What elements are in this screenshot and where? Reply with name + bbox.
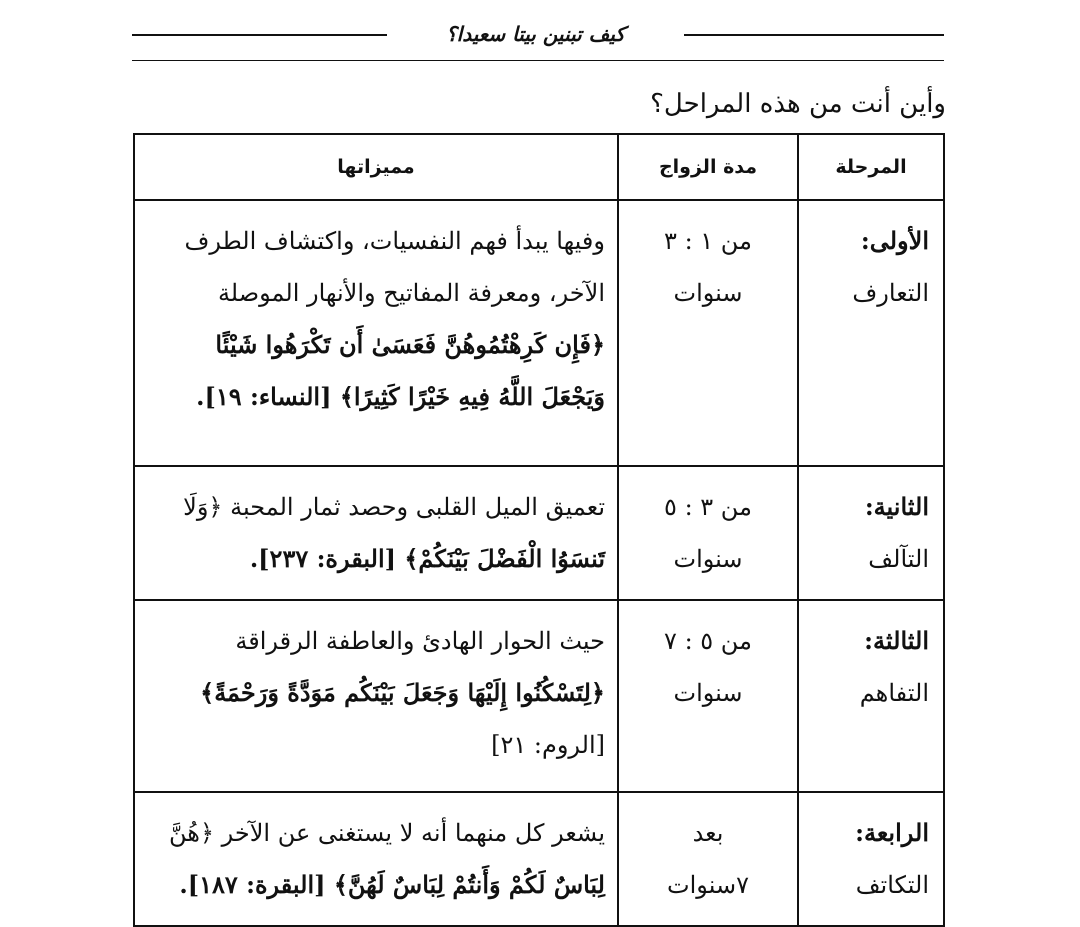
- features-cell: [134, 466, 618, 600]
- features-cell: [134, 792, 618, 926]
- features-line: تعميق الميل القلبى وحصد ثمار المحبة ﴿وَلَا: [183, 493, 605, 521]
- stage-ordinal: الثانية:: [864, 492, 929, 521]
- duration-unit: ٧سنوات: [667, 871, 749, 899]
- duration-range: بعد: [692, 819, 724, 847]
- column-header-features: مميزاتها: [134, 134, 618, 200]
- duration-unit: سنوات: [673, 679, 743, 707]
- features-cell: [134, 600, 618, 792]
- quran-verse-line: وَيَجْعَلَ اللَّهُ فِيهِ خَيْرًا كَثِيرًا﴾ [النساء: ١٩].: [196, 382, 605, 411]
- duration-range: من ١ : ٣: [664, 227, 752, 255]
- stage-name: التفاهم: [859, 679, 929, 707]
- stage-ordinal: الأولى:: [860, 226, 929, 255]
- duration-unit: سنوات: [673, 545, 743, 573]
- stage-name: التكاتف: [855, 871, 929, 899]
- stage-ordinal: الثالثة:: [864, 626, 929, 655]
- table-header-row: [134, 134, 944, 200]
- duration-cell: [618, 600, 798, 792]
- duration-range: من ٥ : ٧: [664, 627, 752, 655]
- quran-verse-line: تَنسَوُا الْفَضْلَ بَيْنَكُمْ﴾ [البقرة: ٢٣٧].: [249, 544, 605, 573]
- stage-ordinal: الرابعة:: [855, 818, 929, 847]
- header-rule-right: [684, 34, 944, 36]
- duration-unit: سنوات: [673, 279, 743, 307]
- stage-name: التعارف: [852, 279, 929, 307]
- stage-name: التآلف: [868, 545, 929, 573]
- verse-reference: [الروم: ٢١]: [491, 731, 605, 759]
- features-line: وفيها يبدأ فهم النفسيات، واكتشاف الطرف: [184, 227, 605, 255]
- column-header-stage: المرحلة: [798, 134, 944, 200]
- column-header-duration: مدة الزواج: [618, 134, 798, 200]
- intro-question: وأين أنت من هذه المراحل؟: [650, 89, 946, 119]
- stage-cell: [798, 466, 944, 600]
- quran-verse-line: لِبَاسٌ لَكُمْ وَأَنتُمْ لِبَاسٌ لَهُنَّ﴾ [البقرة: ١٨٧].: [179, 870, 605, 899]
- features-line: يشعر كل منهما أنه لا يستغنى عن الآخر ﴿هُنَّ: [169, 819, 605, 847]
- features-cell: [134, 200, 618, 466]
- table-row: [134, 200, 944, 466]
- duration-cell: [618, 200, 798, 466]
- stage-cell: [798, 600, 944, 792]
- table-row: [134, 600, 944, 792]
- marriage-stages-table: [133, 133, 945, 927]
- features-line: الآخر، ومعرفة المفاتيح والأنهار الموصلة: [217, 279, 605, 307]
- duration-cell: [618, 792, 798, 926]
- table-row: [134, 792, 944, 926]
- header-rule-left: [132, 34, 387, 36]
- running-header: [132, 20, 944, 50]
- stage-cell: [798, 792, 944, 926]
- duration-cell: [618, 466, 798, 600]
- features-line: حيث الحوار الهادئ والعاطفة الرقراقة: [235, 627, 605, 655]
- quran-verse-line: ﴿فَإِن كَرِهْتُمُوهُنَّ فَعَسَىٰ أَن تَكْرَهُوا شَيْئًا: [215, 330, 605, 359]
- stage-cell: [798, 200, 944, 466]
- header-underline: [132, 60, 944, 61]
- running-header-title: كيف تبنين بيتا سعيدا؟: [446, 22, 625, 46]
- table-row: [134, 466, 944, 600]
- quran-verse-line: ﴿لِتَسْكُنُوا إِلَيْهَا وَجَعَلَ بَيْنَكُم مَوَدَّةً وَرَحْمَةً﴾: [200, 678, 605, 707]
- duration-range: من ٣ : ٥: [664, 493, 752, 521]
